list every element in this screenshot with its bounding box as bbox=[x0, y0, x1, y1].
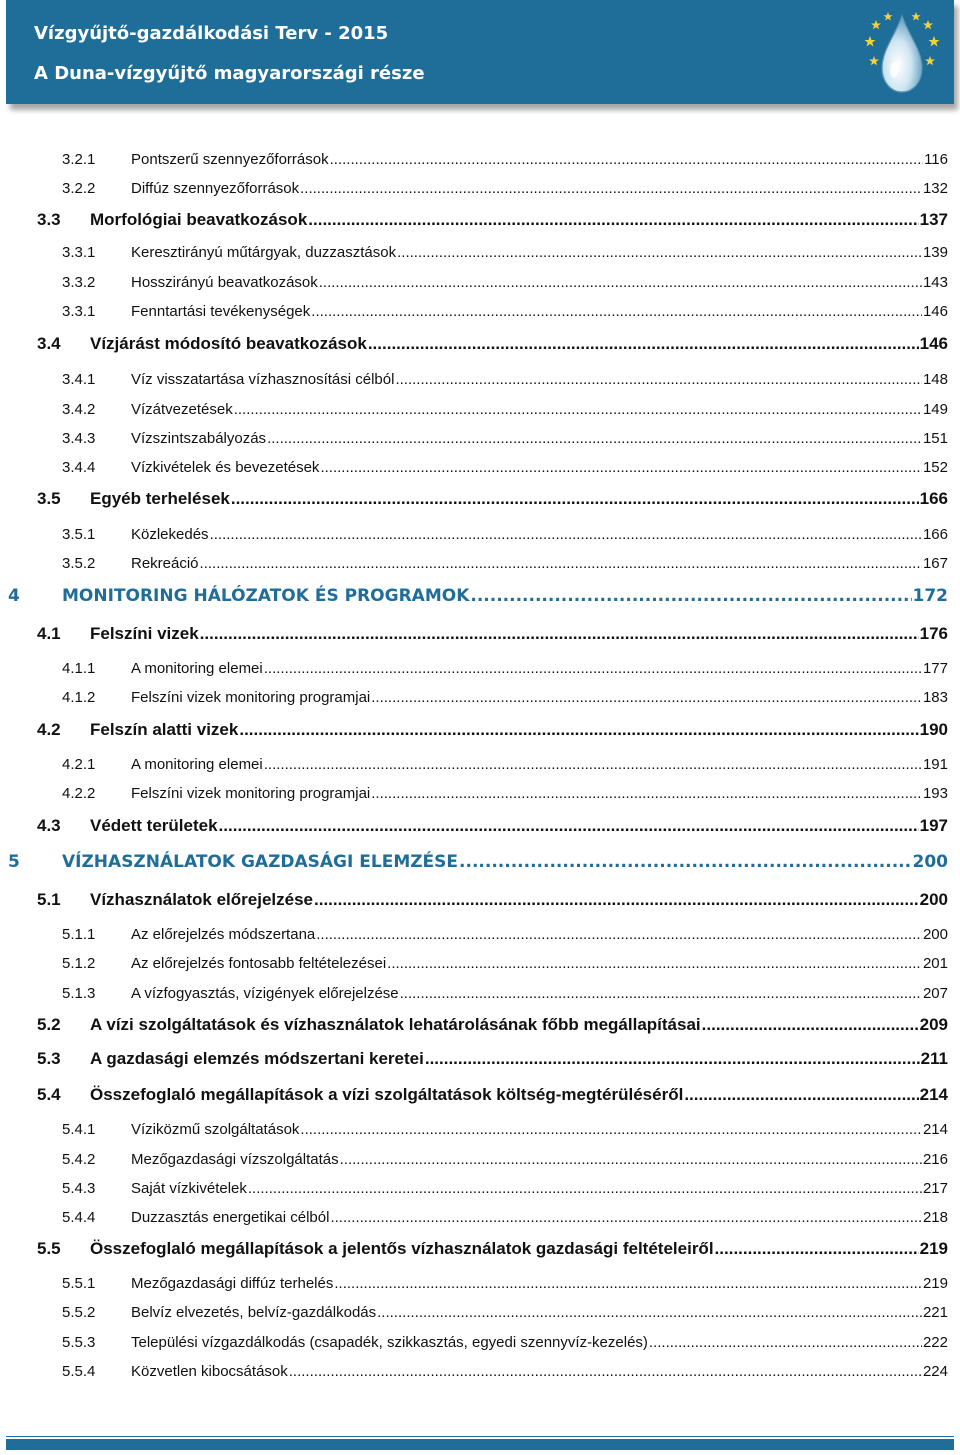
toc-entry-page: 177 bbox=[922, 660, 948, 677]
toc-leader-dots bbox=[210, 526, 922, 543]
toc-leader-dots bbox=[425, 1049, 920, 1069]
toc-entry-title: A monitoring elemei bbox=[131, 756, 263, 773]
toc-entry-title: VÍZHASZNÁLATOK GAZDASÁGI ELEMZÉSE bbox=[62, 852, 459, 872]
toc-entry-title: Összefoglaló megállapítások a vízi szolgáltatások költség-megtérüléséről bbox=[90, 1085, 684, 1104]
toc-entry[interactable] bbox=[37, 206, 948, 230]
toc-leader-dots bbox=[387, 955, 922, 972]
toc-entry-title: Közlekedés bbox=[131, 526, 209, 543]
toc-entry-title: Fenntartási tevékenységek bbox=[131, 303, 311, 320]
toc-entry-number: 3.3 bbox=[37, 210, 61, 229]
toc-entry-number: 4 bbox=[8, 586, 20, 606]
water-drop-eu-stars-icon bbox=[860, 6, 944, 98]
toc-leader-dots bbox=[231, 489, 919, 509]
toc-entry-title: Felszíni vizek monitoring programjai bbox=[131, 689, 371, 706]
toc-entry-title: Hosszirányú beavatkozások bbox=[131, 274, 318, 291]
toc-leader-dots bbox=[397, 244, 922, 261]
toc-entry-page: 224 bbox=[922, 1363, 948, 1380]
toc-entry-number: 3.2.2 bbox=[62, 180, 96, 197]
toc-entry-title: Mezőgazdasági diffúz terhelés bbox=[131, 1275, 334, 1292]
toc-leader-dots bbox=[264, 756, 922, 773]
toc-entry-page: 149 bbox=[922, 401, 948, 418]
toc-entry-page: 116 bbox=[924, 151, 948, 168]
toc-entry[interactable] bbox=[62, 1144, 948, 1168]
toc-entry-title: Keresztirányú műtárgyak, duzzasztások bbox=[131, 244, 397, 261]
toc-entry-page: 183 bbox=[922, 689, 948, 706]
toc-entry-page: 197 bbox=[919, 816, 948, 835]
toc-entry-page: 191 bbox=[922, 756, 948, 773]
toc-entry-title: A vízfogyasztás, vízigények előrejelzése bbox=[131, 985, 399, 1002]
toc-entry-number: 3.4 bbox=[37, 334, 61, 353]
toc-entry-page: 216 bbox=[922, 1151, 948, 1168]
toc-entry-title: Közvetlen kibocsátások bbox=[131, 1363, 288, 1380]
document-header bbox=[6, 0, 954, 104]
toc-entry-page: 146 bbox=[922, 303, 948, 320]
toc-entry[interactable] bbox=[62, 423, 948, 447]
toc-entry[interactable] bbox=[37, 1235, 948, 1259]
toc-entry-title: A gazdasági elemzés módszertani keretei bbox=[90, 1049, 424, 1068]
toc-entry[interactable] bbox=[62, 1114, 948, 1138]
toc-entry-page: 148 bbox=[922, 371, 948, 388]
toc-entry-title: Duzzasztás energetikai célból bbox=[131, 1209, 330, 1226]
toc-leader-dots bbox=[371, 785, 922, 802]
toc-entry-page: 172 bbox=[912, 586, 948, 606]
toc-entry-number: 5.4 bbox=[37, 1085, 61, 1104]
toc-entry[interactable] bbox=[8, 582, 948, 606]
toc-leader-dots bbox=[377, 1304, 922, 1321]
footer-rule bbox=[6, 1436, 954, 1437]
toc-entry-page: 190 bbox=[919, 720, 948, 739]
toc-entry-page: 219 bbox=[919, 1239, 948, 1258]
toc-leader-dots bbox=[219, 816, 919, 836]
toc-leader-dots bbox=[649, 1334, 922, 1351]
toc-entry[interactable] bbox=[37, 485, 948, 509]
toc-entry-page: 207 bbox=[922, 985, 948, 1002]
toc-entry-page: 214 bbox=[922, 1121, 948, 1138]
toc-entry-title: Mezőgazdasági vízszolgáltatás bbox=[131, 1151, 339, 1168]
toc-entry-number: 3.3.1 bbox=[62, 303, 96, 320]
toc-entry[interactable] bbox=[37, 1011, 948, 1035]
toc-entry-page: 143 bbox=[922, 274, 948, 291]
toc-entry-page: 200 bbox=[919, 890, 948, 909]
toc-entry[interactable] bbox=[62, 919, 948, 943]
toc-entry-number: 5.1.2 bbox=[62, 955, 96, 972]
toc-entry[interactable] bbox=[62, 778, 948, 802]
toc-entry-page: 221 bbox=[922, 1304, 948, 1321]
toc-leader-dots bbox=[316, 926, 922, 943]
toc-entry-number: 5.5.1 bbox=[62, 1275, 96, 1292]
toc-entry[interactable] bbox=[62, 682, 948, 706]
toc-entry-title: Diffúz szennyezőforrások bbox=[131, 180, 300, 197]
toc-entry-title: Az előrejelzés fontosabb feltételezései bbox=[131, 955, 387, 972]
toc-entry[interactable] bbox=[37, 620, 948, 644]
toc-entry-number: 4.2 bbox=[37, 720, 61, 739]
toc-entry-number: 5.4.4 bbox=[62, 1209, 96, 1226]
toc-leader-dots bbox=[308, 210, 918, 230]
toc-entry[interactable] bbox=[62, 1173, 948, 1197]
toc-entry-page: 166 bbox=[922, 526, 948, 543]
toc-leader-dots bbox=[248, 1180, 922, 1197]
toc-leader-dots bbox=[459, 852, 911, 872]
toc-entry-title: Morfológiai beavatkozások bbox=[90, 210, 308, 229]
toc-entry-page: 132 bbox=[922, 180, 948, 197]
toc-entry[interactable] bbox=[62, 749, 948, 773]
toc-entry[interactable] bbox=[62, 296, 948, 320]
toc-entry[interactable] bbox=[37, 1081, 948, 1105]
toc-entry-page: 209 bbox=[919, 1015, 948, 1034]
toc-entry[interactable] bbox=[62, 548, 948, 572]
toc-entry-number: 5.2 bbox=[37, 1015, 61, 1034]
toc-entry-number: 3.5.2 bbox=[62, 555, 96, 572]
toc-entry-number: 5.5.2 bbox=[62, 1304, 96, 1321]
toc-entry-page: 146 bbox=[919, 334, 948, 353]
toc-entry[interactable] bbox=[37, 330, 948, 354]
toc-entry-number: 5.1.1 bbox=[62, 926, 96, 943]
toc-leader-dots bbox=[264, 660, 922, 677]
toc-entry-title: Saját vízkivételek bbox=[131, 1180, 247, 1197]
toc-entry-title: Egyéb terhelések bbox=[90, 489, 230, 508]
toc-entry-page: 176 bbox=[919, 624, 948, 643]
toc-leader-dots bbox=[330, 1209, 922, 1226]
toc-entry-title: Összefoglaló megállapítások a jelentős vízhasználatok gazdasági feltételeiről bbox=[90, 1239, 714, 1258]
toc-entry-page: 219 bbox=[922, 1275, 948, 1292]
toc-entry-title: Belvíz elvezetés, belvíz-gazdálkodás bbox=[131, 1304, 377, 1321]
toc-leader-dots bbox=[239, 720, 918, 740]
toc-entry[interactable] bbox=[62, 394, 948, 418]
toc-entry-title: Vízkivételek és bevezetések bbox=[131, 459, 320, 476]
toc-entry-title: Felszíni vizek monitoring programjai bbox=[131, 785, 371, 802]
toc-entry-number: 3.3.1 bbox=[62, 244, 96, 261]
toc-entry[interactable] bbox=[62, 519, 948, 543]
toc-entry-title: A monitoring elemei bbox=[131, 660, 263, 677]
toc-entry-title: Vízjárást módosító beavatkozások bbox=[90, 334, 367, 353]
toc-entry[interactable] bbox=[37, 886, 948, 910]
toc-entry-page: 151 bbox=[922, 430, 948, 447]
toc-leader-dots bbox=[300, 180, 922, 197]
toc-entry-page: 217 bbox=[922, 1180, 948, 1197]
toc-entry-page: 139 bbox=[922, 244, 948, 261]
toc-entry-title: Felszíni vizek bbox=[90, 624, 199, 643]
toc-entry-title: Víz visszatartása vízhasznosítási célból bbox=[131, 371, 395, 388]
toc-entry[interactable] bbox=[8, 848, 948, 872]
toc-entry-page: 166 bbox=[919, 489, 948, 508]
toc-entry[interactable] bbox=[37, 812, 948, 836]
toc-entry[interactable] bbox=[62, 1327, 948, 1351]
toc-entry[interactable] bbox=[62, 948, 948, 972]
toc-leader-dots bbox=[200, 624, 919, 644]
toc-entry-number: 3.4.4 bbox=[62, 459, 96, 476]
toc-entry[interactable] bbox=[62, 237, 948, 261]
toc-leader-dots bbox=[371, 689, 922, 706]
toc-entry-number: 5.4.2 bbox=[62, 1151, 96, 1168]
toc-entry-number: 5.5.3 bbox=[62, 1334, 96, 1351]
toc-leader-dots bbox=[314, 890, 919, 910]
toc-entry-number: 3.5 bbox=[37, 489, 61, 508]
toc-leader-dots bbox=[200, 555, 922, 572]
toc-entry-number: 5.4.3 bbox=[62, 1180, 96, 1197]
toc-leader-dots bbox=[684, 1085, 918, 1105]
toc-entry-page: 193 bbox=[922, 785, 948, 802]
document-subtitle: A Duna-vízgyűjtő magyarországi része bbox=[34, 63, 425, 84]
toc-entry[interactable] bbox=[62, 173, 948, 197]
toc-entry-number: 5 bbox=[8, 852, 20, 872]
toc-leader-dots bbox=[234, 401, 922, 418]
toc-entry-page: 211 bbox=[920, 1049, 948, 1068]
toc-entry[interactable] bbox=[62, 1356, 948, 1380]
toc-leader-dots bbox=[267, 430, 922, 447]
footer-bar bbox=[6, 1439, 954, 1450]
toc-entry-title: Vízszintszabályozás bbox=[131, 430, 267, 447]
toc-leader-dots bbox=[289, 1363, 922, 1380]
toc-entry-title: Védett területek bbox=[90, 816, 218, 835]
toc-entry-number: 5.5 bbox=[37, 1239, 61, 1258]
toc-entry-number: 3.3.2 bbox=[62, 274, 96, 291]
toc-entry-number: 4.2.2 bbox=[62, 785, 96, 802]
toc-entry-number: 4.1.1 bbox=[62, 660, 96, 677]
toc-leader-dots bbox=[470, 586, 911, 606]
toc-entry-title: Települési vízgazdálkodás (csapadék, szikkasztás, egyedi szennyvíz-kezelés) bbox=[131, 1334, 648, 1351]
toc-entry[interactable] bbox=[62, 1297, 948, 1321]
toc-entry-title: Vízhasználatok előrejelzése bbox=[90, 890, 313, 909]
toc-entry-page: 200 bbox=[912, 852, 948, 872]
toc-entry-number: 3.4.1 bbox=[62, 371, 96, 388]
toc-entry-page: 214 bbox=[919, 1085, 948, 1104]
toc-entry-number: 4.1 bbox=[37, 624, 61, 643]
toc-entry[interactable] bbox=[62, 653, 948, 677]
toc-entry-title: Felszín alatti vizek bbox=[90, 720, 239, 739]
toc-leader-dots bbox=[395, 371, 922, 388]
toc-entry-page: 200 bbox=[922, 926, 948, 943]
toc-leader-dots bbox=[400, 985, 922, 1002]
toc-leader-dots bbox=[702, 1015, 919, 1035]
toc-entry-page: 222 bbox=[922, 1334, 948, 1351]
toc-entry-title: Víziközmű szolgáltatások bbox=[131, 1121, 300, 1138]
toc-entry-title: A vízi szolgáltatások és vízhasználatok lehatárolásának főbb megállapításai bbox=[90, 1015, 701, 1034]
toc-entry-page: 137 bbox=[919, 210, 948, 229]
toc-entry-number: 3.5.1 bbox=[62, 526, 96, 543]
toc-entry-page: 201 bbox=[922, 955, 948, 972]
document-title: Vízgyűjtő-gazdálkodási Terv - 2015 bbox=[34, 23, 389, 44]
toc-entry-number: 5.5.4 bbox=[62, 1363, 96, 1380]
toc-leader-dots bbox=[340, 1151, 922, 1168]
toc-entry-number: 3.4.3 bbox=[62, 430, 96, 447]
toc-entry[interactable] bbox=[62, 364, 948, 388]
toc-entry-page: 218 bbox=[922, 1209, 948, 1226]
toc-leader-dots bbox=[330, 151, 923, 168]
toc-entry[interactable] bbox=[62, 267, 948, 291]
toc-entry-number: 3.2.1 bbox=[62, 151, 96, 168]
toc-entry-number: 5.1 bbox=[37, 890, 61, 909]
toc-leader-dots bbox=[319, 274, 922, 291]
toc-entry[interactable] bbox=[37, 1045, 948, 1069]
toc-entry-number: 5.3 bbox=[37, 1049, 61, 1068]
toc-leader-dots bbox=[368, 334, 919, 354]
toc-entry-title: MONITORING HÁLÓZATOK ÉS PROGRAMOK bbox=[62, 586, 470, 606]
toc-entry[interactable] bbox=[62, 1202, 948, 1226]
toc-entry-page: 167 bbox=[922, 555, 948, 572]
toc-entry-page: 152 bbox=[922, 459, 948, 476]
toc-entry-number: 4.3 bbox=[37, 816, 61, 835]
toc-leader-dots bbox=[300, 1121, 922, 1138]
toc-entry-title: Vízátvezetések bbox=[131, 401, 233, 418]
toc-entry-number: 3.4.2 bbox=[62, 401, 96, 418]
toc-entry-number: 5.4.1 bbox=[62, 1121, 96, 1138]
toc-entry[interactable] bbox=[62, 1268, 948, 1292]
toc-leader-dots bbox=[715, 1239, 919, 1259]
toc-entry[interactable] bbox=[37, 716, 948, 740]
toc-entry-number: 4.1.2 bbox=[62, 689, 96, 706]
toc-entry-number: 4.2.1 bbox=[62, 756, 96, 773]
toc-entry-title: Pontszerű szennyezőforrások bbox=[131, 151, 329, 168]
toc-entry-title: Az előrejelzés módszertana bbox=[131, 926, 316, 943]
toc-leader-dots bbox=[334, 1275, 922, 1292]
toc-leader-dots bbox=[320, 459, 922, 476]
toc-leader-dots bbox=[311, 303, 922, 320]
toc-entry[interactable] bbox=[62, 978, 948, 1002]
toc-entry-number: 5.1.3 bbox=[62, 985, 96, 1002]
toc-entry[interactable] bbox=[62, 144, 948, 168]
toc-entry-title: Rekreáció bbox=[131, 555, 199, 572]
toc-entry[interactable] bbox=[62, 452, 948, 476]
